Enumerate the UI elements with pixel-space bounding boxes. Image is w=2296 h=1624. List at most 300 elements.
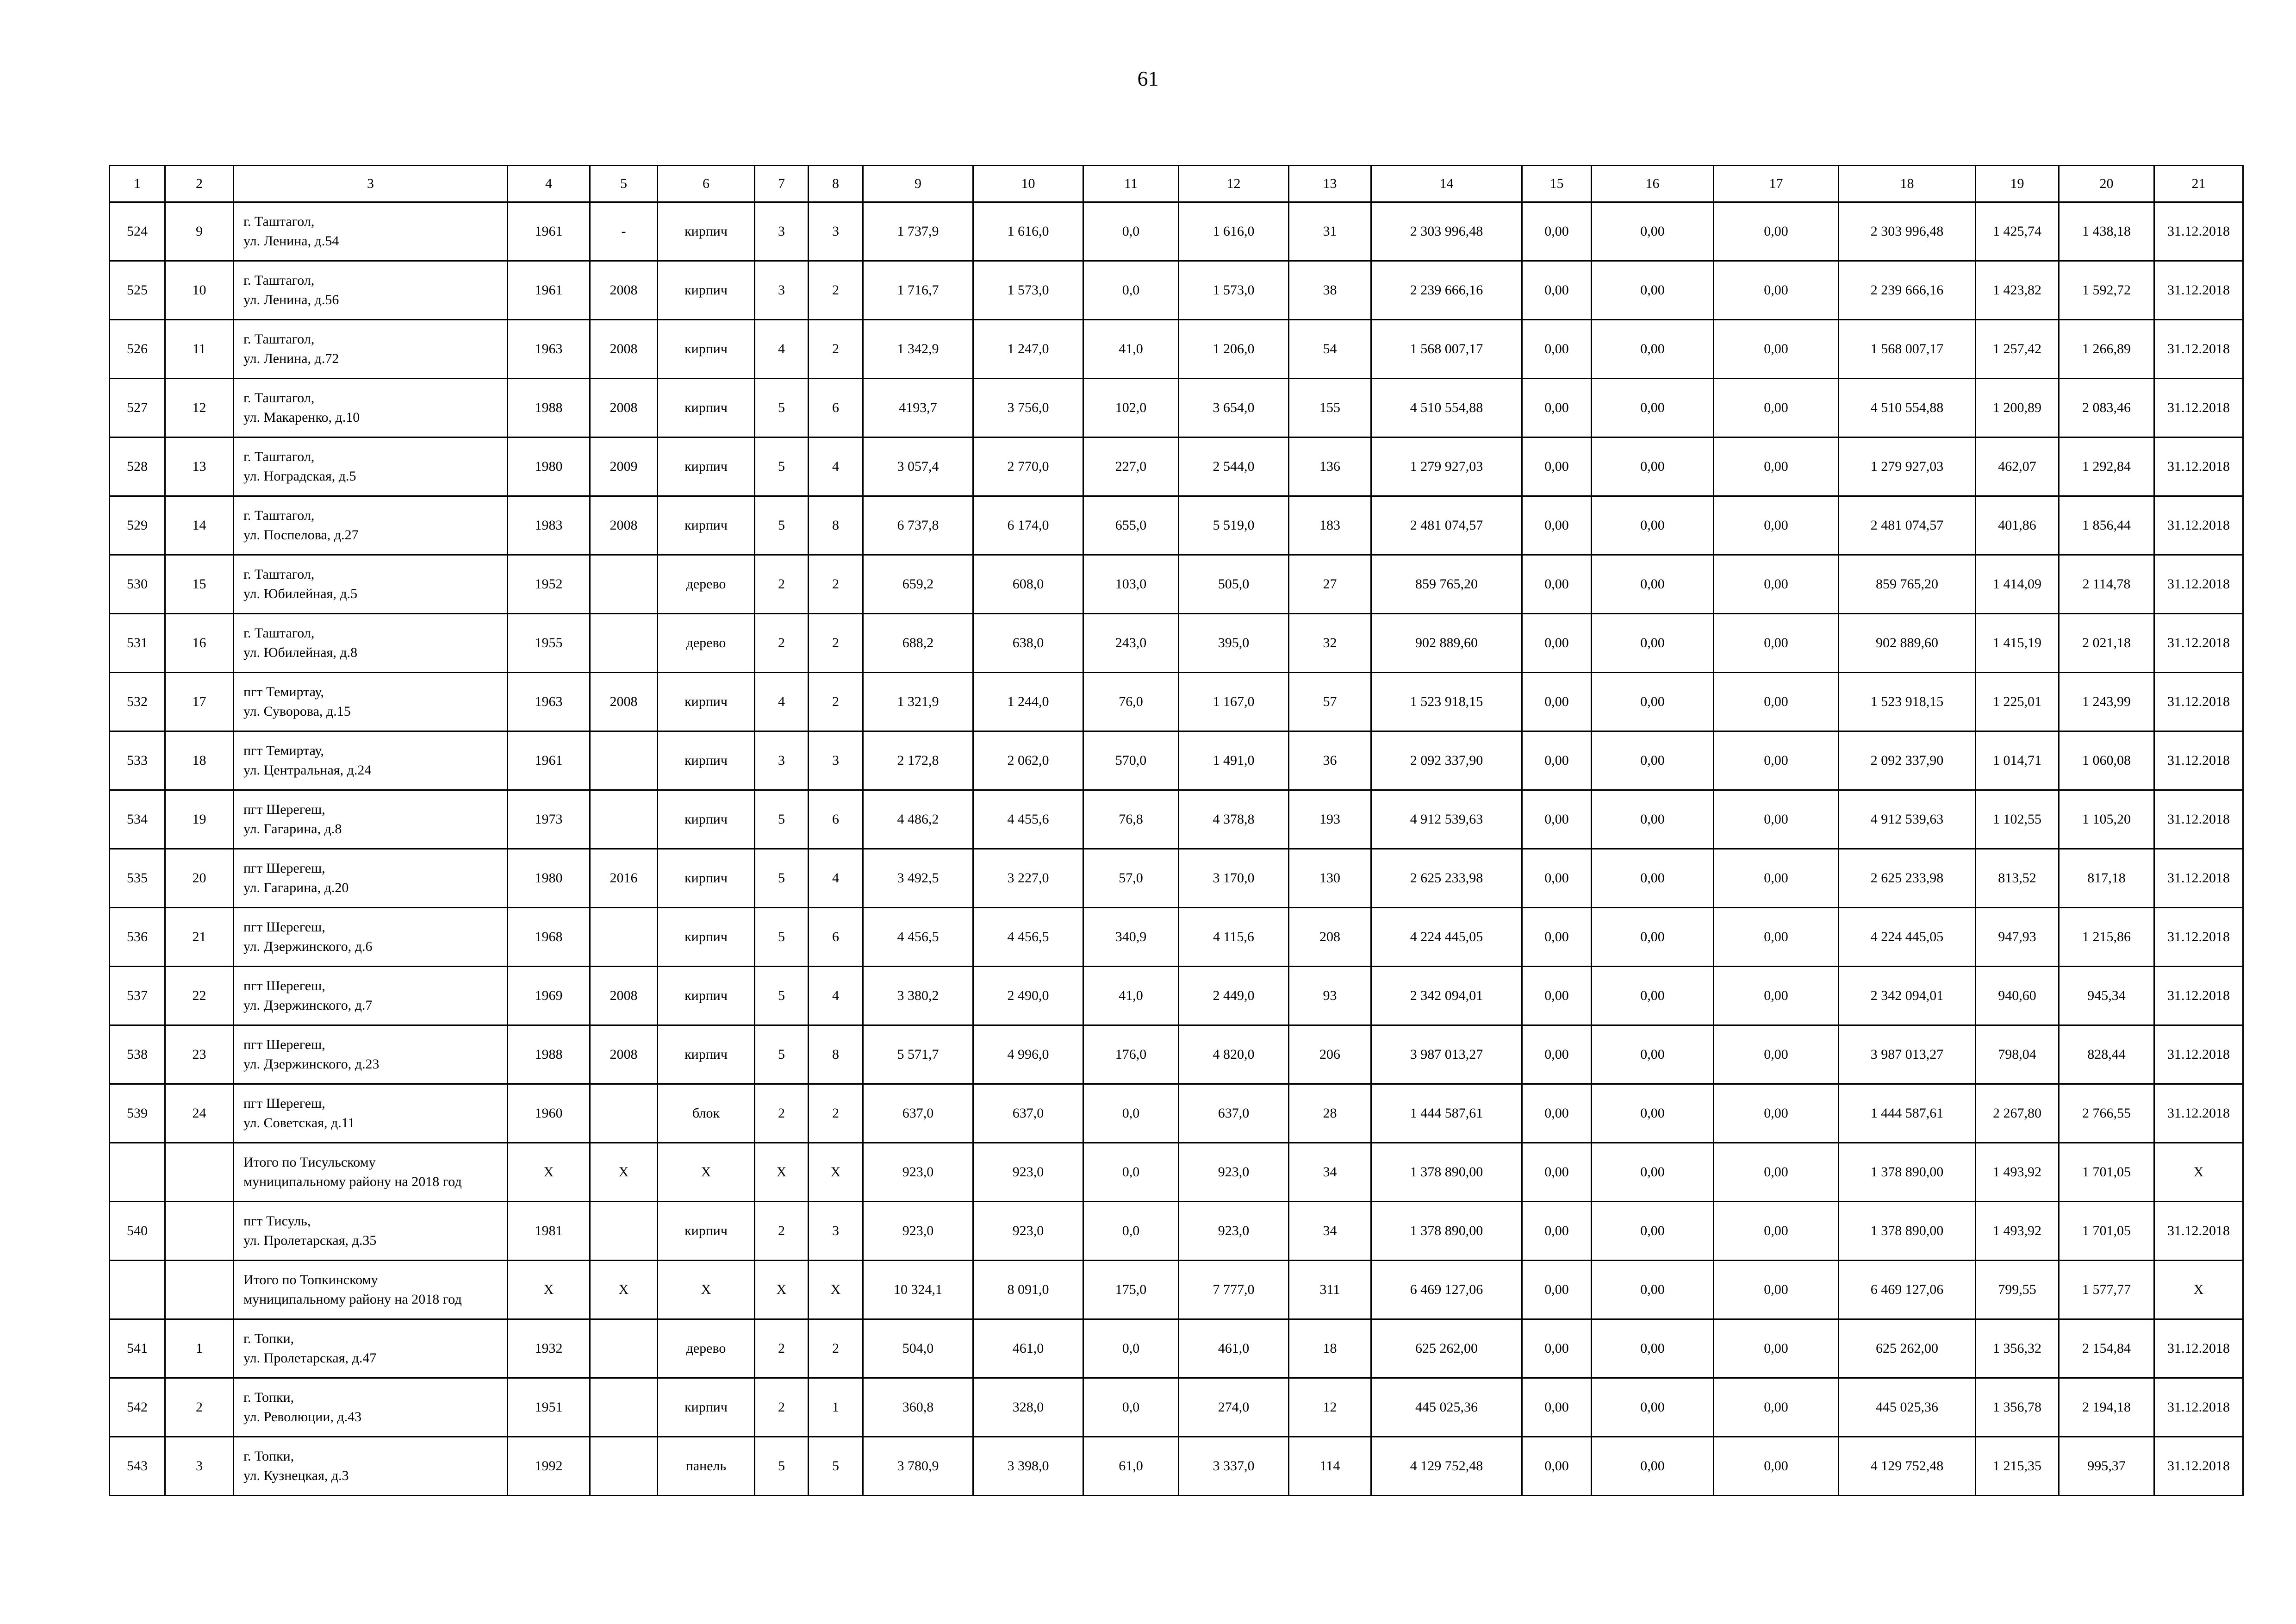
col-12-cell: 1 616,0 <box>1179 202 1289 261</box>
address-line-2: ул. Макаренко, д.10 <box>243 410 360 425</box>
col-11-cell: 340,9 <box>1083 908 1179 967</box>
sub-number: 24 <box>165 1084 234 1143</box>
row-number: 538 <box>110 1025 165 1084</box>
col-18-cell: 3 987 013,27 <box>1839 1025 1976 1084</box>
wall-material: кирпич <box>658 1025 755 1084</box>
address-line-2: ул. Пролетарская, д.47 <box>243 1350 377 1366</box>
col-21-cell: 31.12.2018 <box>2154 1202 2243 1261</box>
col-19-cell: 947,93 <box>1976 908 2059 967</box>
col-11-cell: 570,0 <box>1083 731 1179 790</box>
col-21-cell: 31.12.2018 <box>2154 496 2243 555</box>
entrances: 3 <box>809 202 863 261</box>
address-line-1: г. Топки, <box>243 1390 294 1405</box>
col-21-cell: 31.12.2018 <box>2154 202 2243 261</box>
col-16-cell: 0,00 <box>1592 731 1714 790</box>
entrances: 4 <box>809 967 863 1025</box>
col-13-cell: 114 <box>1289 1437 1371 1496</box>
col-10-cell: 2 770,0 <box>973 437 1083 496</box>
entrances: 5 <box>809 1437 863 1496</box>
entrances: 2 <box>809 1084 863 1143</box>
year-built: 1963 <box>508 673 590 731</box>
col-21-cell: 31.12.2018 <box>2154 1319 2243 1378</box>
sub-number: 22 <box>165 967 234 1025</box>
col-14-cell: 1 568 007,17 <box>1371 320 1522 379</box>
address-cell <box>234 379 508 437</box>
col-15-cell: 0,00 <box>1522 320 1592 379</box>
col-12-cell: 3 170,0 <box>1179 849 1289 908</box>
row-number: 525 <box>110 261 165 320</box>
floors: 5 <box>755 967 809 1025</box>
col-13-cell: 34 <box>1289 1143 1371 1202</box>
sub-number: 2 <box>165 1378 234 1437</box>
col-9-cell: 923,0 <box>863 1202 973 1261</box>
year-built: 1952 <box>508 555 590 614</box>
col-15-cell: 0,00 <box>1522 967 1592 1025</box>
address-line-1: г. Таштагол, <box>243 331 315 347</box>
row-number: 537 <box>110 967 165 1025</box>
col-9-cell: 5 571,7 <box>863 1025 973 1084</box>
year-renovated <box>590 1319 658 1378</box>
column-number-row <box>110 166 2243 202</box>
entrances: 6 <box>809 908 863 967</box>
address-line-1: Итого по Топкинскому <box>243 1272 378 1287</box>
table-row <box>110 849 2243 908</box>
wall-material: дерево <box>658 1319 755 1378</box>
col-18-cell: 6 469 127,06 <box>1839 1261 1976 1319</box>
wall-material: кирпич <box>658 790 755 849</box>
year-renovated <box>590 614 658 673</box>
col-9-cell: 923,0 <box>863 1143 973 1202</box>
col-17-cell: 0,00 <box>1714 1378 1839 1437</box>
col-10-cell: 1 616,0 <box>973 202 1083 261</box>
year-built: 1961 <box>508 261 590 320</box>
address-cell <box>234 673 508 731</box>
col-15-cell: 0,00 <box>1522 1261 1592 1319</box>
col-17-cell: 0,00 <box>1714 261 1839 320</box>
year-built: 1932 <box>508 1319 590 1378</box>
col-15-cell: 0,00 <box>1522 614 1592 673</box>
col-17-cell: 0,00 <box>1714 673 1839 731</box>
col-18-cell: 1 378 890,00 <box>1839 1143 1976 1202</box>
col-17-cell: 0,00 <box>1714 1319 1839 1378</box>
address-line-2: ул. Гагарина, д.8 <box>243 821 342 837</box>
column-number-header: 19 <box>1976 166 2059 202</box>
col-14-cell: 2 342 094,01 <box>1371 967 1522 1025</box>
floors: 5 <box>755 1437 809 1496</box>
col-20-cell: 1 266,89 <box>2059 320 2154 379</box>
col-20-cell: 945,34 <box>2059 967 2154 1025</box>
sub-number: 17 <box>165 673 234 731</box>
floors: 5 <box>755 790 809 849</box>
col-14-cell: 2 625 233,98 <box>1371 849 1522 908</box>
wall-material: кирпич <box>658 673 755 731</box>
col-13-cell: 206 <box>1289 1025 1371 1084</box>
entrances: 2 <box>809 320 863 379</box>
address-line-1: г. Топки, <box>243 1331 294 1346</box>
sub-number: 21 <box>165 908 234 967</box>
col-12-cell: 3 337,0 <box>1179 1437 1289 1496</box>
col-14-cell: 1 378 890,00 <box>1371 1202 1522 1261</box>
col-12-cell: 2 544,0 <box>1179 437 1289 496</box>
col-21-cell: 31.12.2018 <box>2154 614 2243 673</box>
address-cell <box>234 790 508 849</box>
col-11-cell: 0,0 <box>1083 261 1179 320</box>
year-renovated <box>590 731 658 790</box>
col-21-cell: X <box>2154 1261 2243 1319</box>
table-body <box>110 166 2243 1496</box>
col-9-cell: 2 172,8 <box>863 731 973 790</box>
floors: 2 <box>755 1319 809 1378</box>
sub-number <box>165 1202 234 1261</box>
col-14-cell: 859 765,20 <box>1371 555 1522 614</box>
column-number-header: 10 <box>973 166 1083 202</box>
col-10-cell: 1 247,0 <box>973 320 1083 379</box>
col-11-cell: 76,8 <box>1083 790 1179 849</box>
year-renovated <box>590 1202 658 1261</box>
address-line-1: г. Таштагол, <box>243 449 315 464</box>
sub-number: 14 <box>165 496 234 555</box>
page-number: 61 <box>1137 67 1159 90</box>
col-15-cell: 0,00 <box>1522 496 1592 555</box>
col-19-cell: 1 257,42 <box>1976 320 2059 379</box>
col-16-cell: 0,00 <box>1592 1143 1714 1202</box>
col-16-cell: 0,00 <box>1592 790 1714 849</box>
col-18-cell: 445 025,36 <box>1839 1378 1976 1437</box>
year-built: 1968 <box>508 908 590 967</box>
address-line-1: пгт Шерегеш, <box>243 1037 325 1052</box>
table-row <box>110 731 2243 790</box>
address-cell <box>234 1143 508 1202</box>
col-12-cell: 2 449,0 <box>1179 967 1289 1025</box>
table-row <box>110 614 2243 673</box>
column-number-header: 15 <box>1522 166 1592 202</box>
sub-number: 1 <box>165 1319 234 1378</box>
row-number: 541 <box>110 1319 165 1378</box>
col-10-cell: 461,0 <box>973 1319 1083 1378</box>
col-21-cell: 31.12.2018 <box>2154 849 2243 908</box>
col-16-cell: 0,00 <box>1592 614 1714 673</box>
col-17-cell: 0,00 <box>1714 731 1839 790</box>
col-13-cell: 57 <box>1289 673 1371 731</box>
col-19-cell: 1 493,92 <box>1976 1202 2059 1261</box>
address-cell <box>234 731 508 790</box>
col-14-cell: 1 378 890,00 <box>1371 1143 1522 1202</box>
col-20-cell: 2 154,84 <box>2059 1319 2154 1378</box>
table-row <box>110 1084 2243 1143</box>
col-16-cell: 0,00 <box>1592 967 1714 1025</box>
wall-material: дерево <box>658 614 755 673</box>
col-13-cell: 38 <box>1289 261 1371 320</box>
col-9-cell: 3 780,9 <box>863 1437 973 1496</box>
col-15-cell: 0,00 <box>1522 849 1592 908</box>
row-number: 528 <box>110 437 165 496</box>
col-16-cell: 0,00 <box>1592 849 1714 908</box>
col-11-cell: 41,0 <box>1083 320 1179 379</box>
wall-material: кирпич <box>658 1202 755 1261</box>
col-15-cell: 0,00 <box>1522 790 1592 849</box>
column-number-header: 14 <box>1371 166 1522 202</box>
address-cell <box>234 614 508 673</box>
col-19-cell: 1 215,35 <box>1976 1437 2059 1496</box>
col-14-cell: 2 303 996,48 <box>1371 202 1522 261</box>
table-row <box>110 908 2243 967</box>
wall-material: X <box>658 1143 755 1202</box>
address-cell <box>234 1202 508 1261</box>
col-18-cell: 1 378 890,00 <box>1839 1202 1976 1261</box>
address-line-2: ул. Пролетарская, д.35 <box>243 1233 377 1248</box>
col-13-cell: 18 <box>1289 1319 1371 1378</box>
entrances: 2 <box>809 1319 863 1378</box>
col-14-cell: 4 129 752,48 <box>1371 1437 1522 1496</box>
address-line-2: ул. Дзержинского, д.23 <box>243 1056 380 1072</box>
col-14-cell: 1 444 587,61 <box>1371 1084 1522 1143</box>
col-11-cell: 0,0 <box>1083 1143 1179 1202</box>
wall-material: кирпич <box>658 849 755 908</box>
col-9-cell: 10 324,1 <box>863 1261 973 1319</box>
col-18-cell: 1 568 007,17 <box>1839 320 1976 379</box>
col-10-cell: 8 091,0 <box>973 1261 1083 1319</box>
col-15-cell: 0,00 <box>1522 379 1592 437</box>
col-13-cell: 93 <box>1289 967 1371 1025</box>
address-line-2: ул. Советская, д.11 <box>243 1115 355 1131</box>
year-built: 1992 <box>508 1437 590 1496</box>
col-18-cell: 2 092 337,90 <box>1839 731 1976 790</box>
year-renovated <box>590 908 658 967</box>
sub-number: 16 <box>165 614 234 673</box>
year-renovated <box>590 1378 658 1437</box>
floors: X <box>755 1143 809 1202</box>
col-19-cell: 1 415,19 <box>1976 614 2059 673</box>
col-12-cell: 1 167,0 <box>1179 673 1289 731</box>
row-number: 532 <box>110 673 165 731</box>
col-16-cell: 0,00 <box>1592 437 1714 496</box>
table-row <box>110 1202 2243 1261</box>
year-built: 1980 <box>508 437 590 496</box>
row-number: 529 <box>110 496 165 555</box>
year-built: 1980 <box>508 849 590 908</box>
wall-material: кирпич <box>658 437 755 496</box>
floors: 3 <box>755 731 809 790</box>
col-21-cell: 31.12.2018 <box>2154 1378 2243 1437</box>
entrances: 3 <box>809 731 863 790</box>
col-9-cell: 688,2 <box>863 614 973 673</box>
address-cell <box>234 967 508 1025</box>
address-line-2: ул. Гагарина, д.20 <box>243 880 349 895</box>
col-9-cell: 637,0 <box>863 1084 973 1143</box>
sub-number: 11 <box>165 320 234 379</box>
table-row <box>110 1143 2243 1202</box>
col-20-cell: 1 856,44 <box>2059 496 2154 555</box>
column-number-header: 9 <box>863 166 973 202</box>
column-number-header: 13 <box>1289 166 1371 202</box>
year-renovated: 2008 <box>590 261 658 320</box>
col-12-cell: 274,0 <box>1179 1378 1289 1437</box>
col-21-cell: 31.12.2018 <box>2154 379 2243 437</box>
col-18-cell: 4 912 539,63 <box>1839 790 1976 849</box>
column-number-header: 3 <box>234 166 508 202</box>
col-19-cell: 1 356,78 <box>1976 1378 2059 1437</box>
col-17-cell: 0,00 <box>1714 1143 1839 1202</box>
address-cell <box>234 261 508 320</box>
column-number-header: 17 <box>1714 166 1839 202</box>
col-11-cell: 57,0 <box>1083 849 1179 908</box>
col-21-cell: 31.12.2018 <box>2154 320 2243 379</box>
col-18-cell: 859 765,20 <box>1839 555 1976 614</box>
col-11-cell: 175,0 <box>1083 1261 1179 1319</box>
col-18-cell: 2 303 996,48 <box>1839 202 1976 261</box>
year-built: 1988 <box>508 379 590 437</box>
housing-registry-table <box>109 165 2244 1496</box>
year-renovated: 2016 <box>590 849 658 908</box>
year-renovated: 2008 <box>590 1025 658 1084</box>
address-cell <box>234 320 508 379</box>
address-line-2: ул. Дзержинского, д.7 <box>243 998 373 1013</box>
col-13-cell: 28 <box>1289 1084 1371 1143</box>
entrances: 1 <box>809 1378 863 1437</box>
col-13-cell: 183 <box>1289 496 1371 555</box>
table-row <box>110 202 2243 261</box>
col-12-cell: 5 519,0 <box>1179 496 1289 555</box>
col-14-cell: 4 224 445,05 <box>1371 908 1522 967</box>
table-row <box>110 790 2243 849</box>
year-built: 1961 <box>508 202 590 261</box>
col-9-cell: 3 057,4 <box>863 437 973 496</box>
col-17-cell: 0,00 <box>1714 967 1839 1025</box>
table-row <box>110 1437 2243 1496</box>
row-number: 524 <box>110 202 165 261</box>
col-18-cell: 625 262,00 <box>1839 1319 1976 1378</box>
col-9-cell: 3 492,5 <box>863 849 973 908</box>
wall-material: кирпич <box>658 967 755 1025</box>
floors: 5 <box>755 437 809 496</box>
col-19-cell: 1 356,32 <box>1976 1319 2059 1378</box>
address-line-2: ул. Ленина, д.54 <box>243 233 339 249</box>
col-18-cell: 1 279 927,03 <box>1839 437 1976 496</box>
col-16-cell: 0,00 <box>1592 496 1714 555</box>
col-17-cell: 0,00 <box>1714 437 1839 496</box>
col-16-cell: 0,00 <box>1592 555 1714 614</box>
row-number: 533 <box>110 731 165 790</box>
address-line-2: ул. Кузнецкая, д.3 <box>243 1468 349 1483</box>
col-15-cell: 0,00 <box>1522 261 1592 320</box>
col-20-cell: 2 114,78 <box>2059 555 2154 614</box>
address-line-2: ул. Дзержинского, д.6 <box>243 939 373 954</box>
table-row <box>110 379 2243 437</box>
col-17-cell: 0,00 <box>1714 496 1839 555</box>
address-line-1: г. Таштагол, <box>243 625 315 641</box>
col-11-cell: 176,0 <box>1083 1025 1179 1084</box>
address-cell <box>234 849 508 908</box>
col-17-cell: 0,00 <box>1714 202 1839 261</box>
address-cell <box>234 1025 508 1084</box>
wall-material: панель <box>658 1437 755 1496</box>
entrances: 3 <box>809 1202 863 1261</box>
column-number-header: 5 <box>590 166 658 202</box>
col-12-cell: 3 654,0 <box>1179 379 1289 437</box>
col-19-cell: 1 200,89 <box>1976 379 2059 437</box>
col-19-cell: 1 425,74 <box>1976 202 2059 261</box>
sub-number: 18 <box>165 731 234 790</box>
address-line-1: Итого по Тисульскому <box>243 1155 376 1170</box>
row-number: 540 <box>110 1202 165 1261</box>
sub-number <box>165 1143 234 1202</box>
sub-number: 15 <box>165 555 234 614</box>
address-cell <box>234 908 508 967</box>
floors: 2 <box>755 1202 809 1261</box>
col-12-cell: 4 115,6 <box>1179 908 1289 967</box>
address-line-1: пгт Шерегеш, <box>243 802 325 817</box>
floors: 2 <box>755 614 809 673</box>
col-10-cell: 6 174,0 <box>973 496 1083 555</box>
col-17-cell: 0,00 <box>1714 1025 1839 1084</box>
col-12-cell: 1 206,0 <box>1179 320 1289 379</box>
column-number-header: 12 <box>1179 166 1289 202</box>
address-line-1: пгт Тисуль, <box>243 1213 311 1229</box>
col-17-cell: 0,00 <box>1714 555 1839 614</box>
col-19-cell: 1 102,55 <box>1976 790 2059 849</box>
col-12-cell: 395,0 <box>1179 614 1289 673</box>
col-13-cell: 155 <box>1289 379 1371 437</box>
col-21-cell: 31.12.2018 <box>2154 1437 2243 1496</box>
col-16-cell: 0,00 <box>1592 261 1714 320</box>
column-number-header: 11 <box>1083 166 1179 202</box>
wall-material: кирпич <box>658 1378 755 1437</box>
col-14-cell: 1 279 927,03 <box>1371 437 1522 496</box>
table-row <box>110 967 2243 1025</box>
wall-material: кирпич <box>658 496 755 555</box>
floors: 2 <box>755 555 809 614</box>
table-row <box>110 673 2243 731</box>
address-cell <box>234 1261 508 1319</box>
col-13-cell: 311 <box>1289 1261 1371 1319</box>
table-row <box>110 496 2243 555</box>
col-16-cell: 0,00 <box>1592 673 1714 731</box>
col-18-cell: 1 523 918,15 <box>1839 673 1976 731</box>
col-14-cell: 3 987 013,27 <box>1371 1025 1522 1084</box>
col-9-cell: 6 737,8 <box>863 496 973 555</box>
floors: 2 <box>755 1084 809 1143</box>
floors: 4 <box>755 673 809 731</box>
wall-material: дерево <box>658 555 755 614</box>
sub-number: 23 <box>165 1025 234 1084</box>
col-15-cell: 0,00 <box>1522 1084 1592 1143</box>
address-line-1: пгт Темиртау, <box>243 743 324 758</box>
col-16-cell: 0,00 <box>1592 1437 1714 1496</box>
col-20-cell: 1 701,05 <box>2059 1143 2154 1202</box>
entrances: X <box>809 1261 863 1319</box>
col-11-cell: 0,0 <box>1083 1202 1179 1261</box>
sub-number: 9 <box>165 202 234 261</box>
entrances: 4 <box>809 437 863 496</box>
col-19-cell: 798,04 <box>1976 1025 2059 1084</box>
sub-number <box>165 1261 234 1319</box>
col-16-cell: 0,00 <box>1592 1084 1714 1143</box>
col-16-cell: 0,00 <box>1592 908 1714 967</box>
floors: 5 <box>755 849 809 908</box>
col-14-cell: 2 239 666,16 <box>1371 261 1522 320</box>
col-19-cell: 1 225,01 <box>1976 673 2059 731</box>
col-9-cell: 360,8 <box>863 1378 973 1437</box>
col-9-cell: 504,0 <box>863 1319 973 1378</box>
col-19-cell: 1 493,92 <box>1976 1143 2059 1202</box>
col-18-cell: 902 889,60 <box>1839 614 1976 673</box>
floors: 4 <box>755 320 809 379</box>
column-number-header: 21 <box>2154 166 2243 202</box>
col-21-cell: 31.12.2018 <box>2154 437 2243 496</box>
year-renovated: X <box>590 1143 658 1202</box>
col-15-cell: 0,00 <box>1522 1319 1592 1378</box>
col-9-cell: 659,2 <box>863 555 973 614</box>
